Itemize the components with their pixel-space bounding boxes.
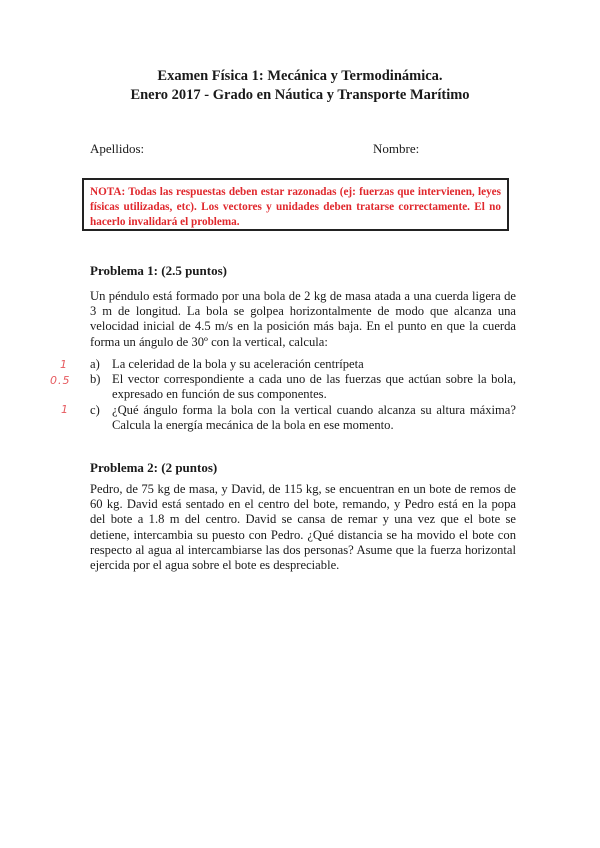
handwritten-score-mark: 1 <box>60 358 67 371</box>
nombre-label: Nombre: <box>373 141 420 156</box>
problema-2-heading: Problema 2: (2 puntos) <box>90 460 218 475</box>
question-letter: a) <box>90 357 100 371</box>
handwritten-score-mark: 0.5 <box>50 374 71 387</box>
question-letter: c) <box>90 402 100 417</box>
question-text: ¿Qué ángulo forma la bola con la vertical cuando alcanza su altura máxima? Calcula la energía mecánica de la bola en ese momento. <box>112 402 516 432</box>
question-item <box>90 372 516 402</box>
exam-subtitle: Enero 2017 - Grado en Náutica y Transporte Marítimo <box>130 87 470 103</box>
problema-1-statement: Un péndulo está formado por una bola de 2 kg de masa atada a una cuerda ligera de 3 m de longitud. La bola se golpea horizontalmente de modo que alcanza una velocidad inicial de 4.5 m/s en la posición más baja. En el punto en que la cuerda forma un ángulo de 30º con la vertical, calcula: <box>90 289 516 349</box>
question-item <box>90 357 516 372</box>
apellidos-label: Apellidos: <box>90 141 145 156</box>
question-text: El vector correspondiente a cada uno de las fuerzas que actúan sobre la bola, expresado en función de sus componentes. <box>112 372 516 402</box>
question-item <box>90 403 516 433</box>
nota-box: NOTA: Todas las respuestas deben estar razonadas (ej: fuerzas que intervienen, leyes físicas utilizadas, etc). Los vectores y unidades deben tratarse correctamente. El no hacerlo invalidará el problema. <box>82 178 509 231</box>
handwritten-score-mark: 1 <box>61 403 68 416</box>
exam-title: Examen Física 1: Mecánica y Termodinámica. <box>157 68 443 84</box>
problema-2-statement: Pedro, de 75 kg de masa, y David, de 115 kg, se encuentran en un bote de remos de 60 kg. David está sentado en el centro del bote, remando, y Pedro está en la popa del bote a 1.8 m del centro. David se cansa de remar y una vez que el bote se detiene, intercambia su puesto con Pedro. ¿Qué distancia se ha movido el bote con respecto al agua al intercambiarse las dos personas? Asume que la fuerza horizontal ejercida por el agua sobre el bote es despreciable. <box>90 482 516 573</box>
problema-1-questions <box>90 357 516 433</box>
problema-1-heading: Problema 1: (2.5 puntos) <box>90 263 227 278</box>
question-text: La celeridad de la bola y su aceleración centrípeta <box>112 357 364 371</box>
question-letter: b) <box>90 372 101 387</box>
